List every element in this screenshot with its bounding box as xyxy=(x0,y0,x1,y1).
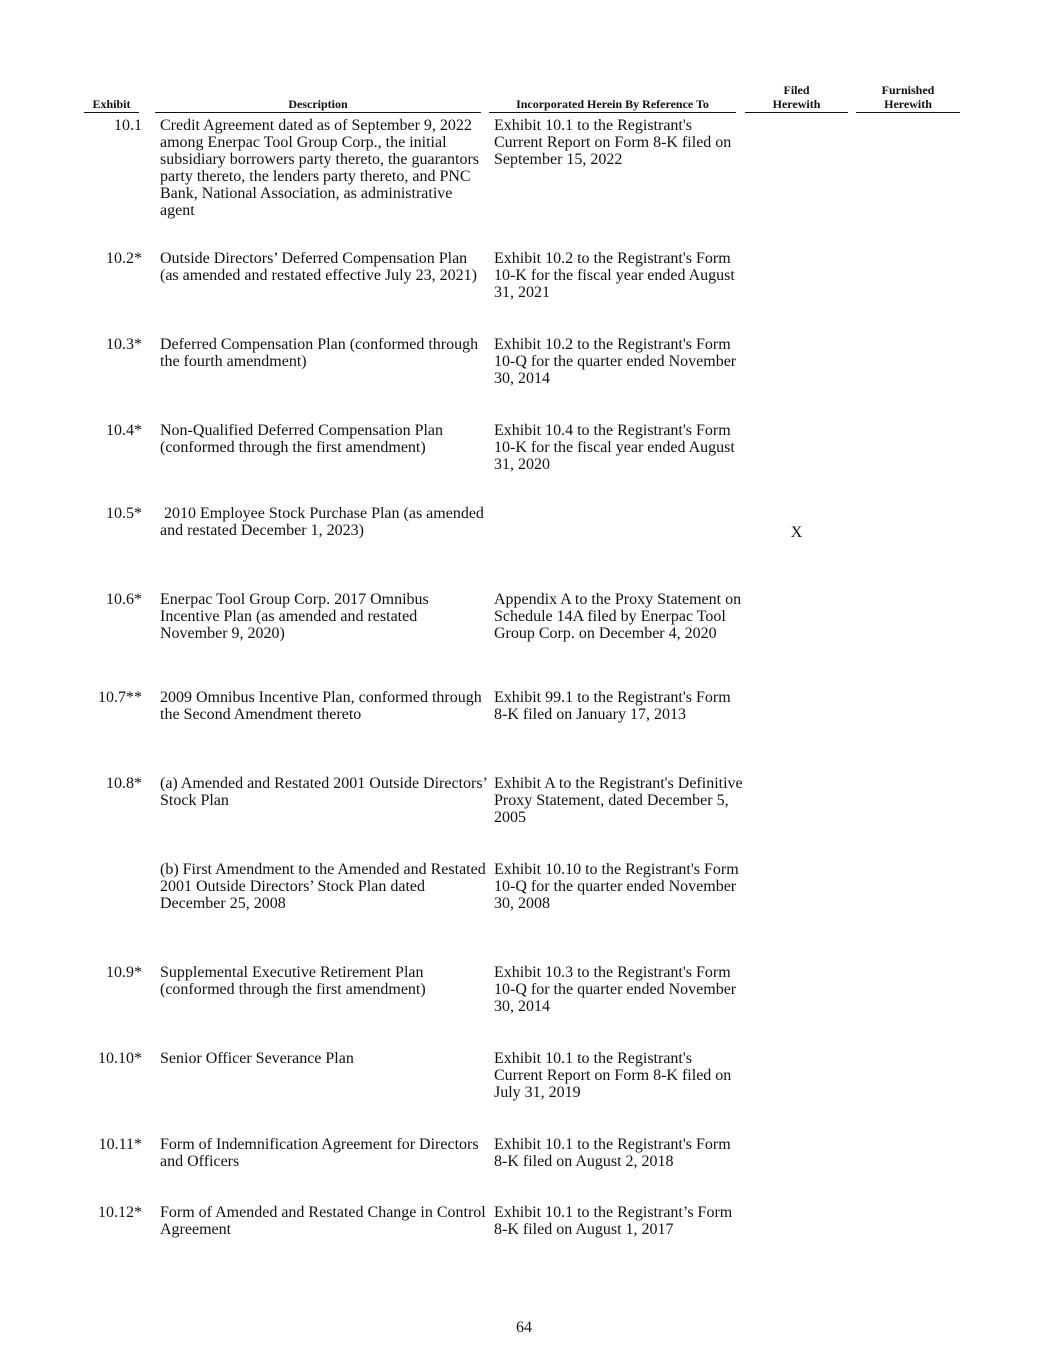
exhibit-number: 10.1 xyxy=(114,117,142,134)
exhibit-description: 2010 Employee Stock Purchase Plan (as amended and restated December 1, 2023) xyxy=(160,505,488,539)
exhibit-number: 10.6* xyxy=(106,591,142,608)
exhibit-number: 10.7** xyxy=(98,689,142,706)
exhibit-number: 10.8* xyxy=(106,775,142,792)
exhibit-reference: Exhibit 99.1 to the Registrant's Form 8-K filed on January 17, 2013 xyxy=(494,689,731,723)
exhibit-reference: Exhibit 10.1 to the Registrant’s Form 8-K filed on August 1, 2017 xyxy=(494,1204,733,1238)
exhibit-description: Enerpac Tool Group Corp. 2017 Omnibus Incentive Plan (as amended and restated November 9, 2020) xyxy=(160,591,429,642)
exhibit-description: Credit Agreement dated as of September 9, 2022 among Enerpac Tool Group Corp., the initial subsidiary borrowers party thereto, the guarantors party thereto, the lenders party thereto, and PNC Bank, National Association, as administrative agent xyxy=(160,117,480,219)
exhibit-reference: Exhibit 10.1 to the Registrant's Current Report on Form 8-K filed on September 15, 2022 xyxy=(494,117,732,168)
exhibit-number: 10.5* xyxy=(106,505,142,522)
exhibit-number: 10.2* xyxy=(106,250,142,267)
header-filed-herewith: Filed Herewith xyxy=(745,83,848,113)
exhibit-description: Outside Directors’ Deferred Compensation Plan (as amended and restated effective July 23, 2021) xyxy=(160,250,477,284)
exhibit-description: Supplemental Executive Retirement Plan (conformed through the first amendment) xyxy=(160,964,426,998)
exhibit-number: 10.9* xyxy=(106,964,142,981)
exhibit-reference: Exhibit 10.1 to the Registrant's Current Report on Form 8-K filed on July 31, 2019 xyxy=(494,1050,732,1101)
exhibit-description: Deferred Compensation Plan (conformed through the fourth amendment) xyxy=(160,336,479,370)
header-description: Description xyxy=(155,97,481,113)
exhibit-reference: Exhibit 10.10 to the Registrant's Form 10-Q for the quarter ended November 30, 2008 xyxy=(494,861,739,912)
exhibit-description: (a) Amended and Restated 2001 Outside Directors’ Stock Plan xyxy=(160,775,487,809)
exhibit-number: 10.12* xyxy=(98,1204,142,1221)
filed-mark: X xyxy=(790,524,803,541)
exhibit-reference: Exhibit 10.2 to the Registrant's Form 10-Q for the quarter ended November 30, 2014 xyxy=(494,336,737,387)
exhibit-description: (b) First Amendment to the Amended and Restated 2001 Outside Directors’ Stock Plan dated December 25, 2008 xyxy=(160,861,486,912)
exhibit-number: 10.11* xyxy=(98,1136,142,1153)
header-reference: Incorporated Herein By Reference To xyxy=(489,97,736,113)
exhibit-reference: Appendix A to the Proxy Statement on Schedule 14A filed by Enerpac Tool Group Corp. on December 4, 2020 xyxy=(494,591,742,642)
header-exhibit: Exhibit xyxy=(84,97,139,113)
exhibit-description: Non-Qualified Deferred Compensation Plan (conformed through the first amendment) xyxy=(160,422,444,456)
header-furnished-herewith: Furnished Herewith xyxy=(856,83,960,113)
exhibit-description: Form of Amended and Restated Change in Control Agreement xyxy=(160,1204,486,1238)
exhibit-number: 10.4* xyxy=(106,422,142,439)
exhibit-description: Form of Indemnification Agreement for Directors and Officers xyxy=(160,1136,479,1170)
exhibit-reference: Exhibit 10.2 to the Registrant's Form 10-K for the fiscal year ended August 31, 2021 xyxy=(494,250,735,301)
exhibit-description: Senior Officer Severance Plan xyxy=(160,1050,354,1067)
exhibit-reference: Exhibit 10.3 to the Registrant's Form 10-Q for the quarter ended November 30, 2014 xyxy=(494,964,737,1015)
exhibit-reference: Exhibit 10.4 to the Registrant's Form 10-K for the fiscal year ended August 31, 2020 xyxy=(494,422,735,473)
exhibit-number: 10.3* xyxy=(106,336,142,353)
exhibit-reference: Exhibit 10.1 to the Registrant's Form 8-K filed on August 2, 2018 xyxy=(494,1136,731,1170)
exhibit-number: 10.10* xyxy=(98,1050,142,1067)
page-number: 64 xyxy=(516,1319,532,1336)
exhibit-reference: Exhibit A to the Registrant's Definitive Proxy Statement, dated December 5, 2005 xyxy=(494,775,743,826)
exhibit-description: 2009 Omnibus Incentive Plan, conformed through the Second Amendment thereto xyxy=(160,689,482,723)
